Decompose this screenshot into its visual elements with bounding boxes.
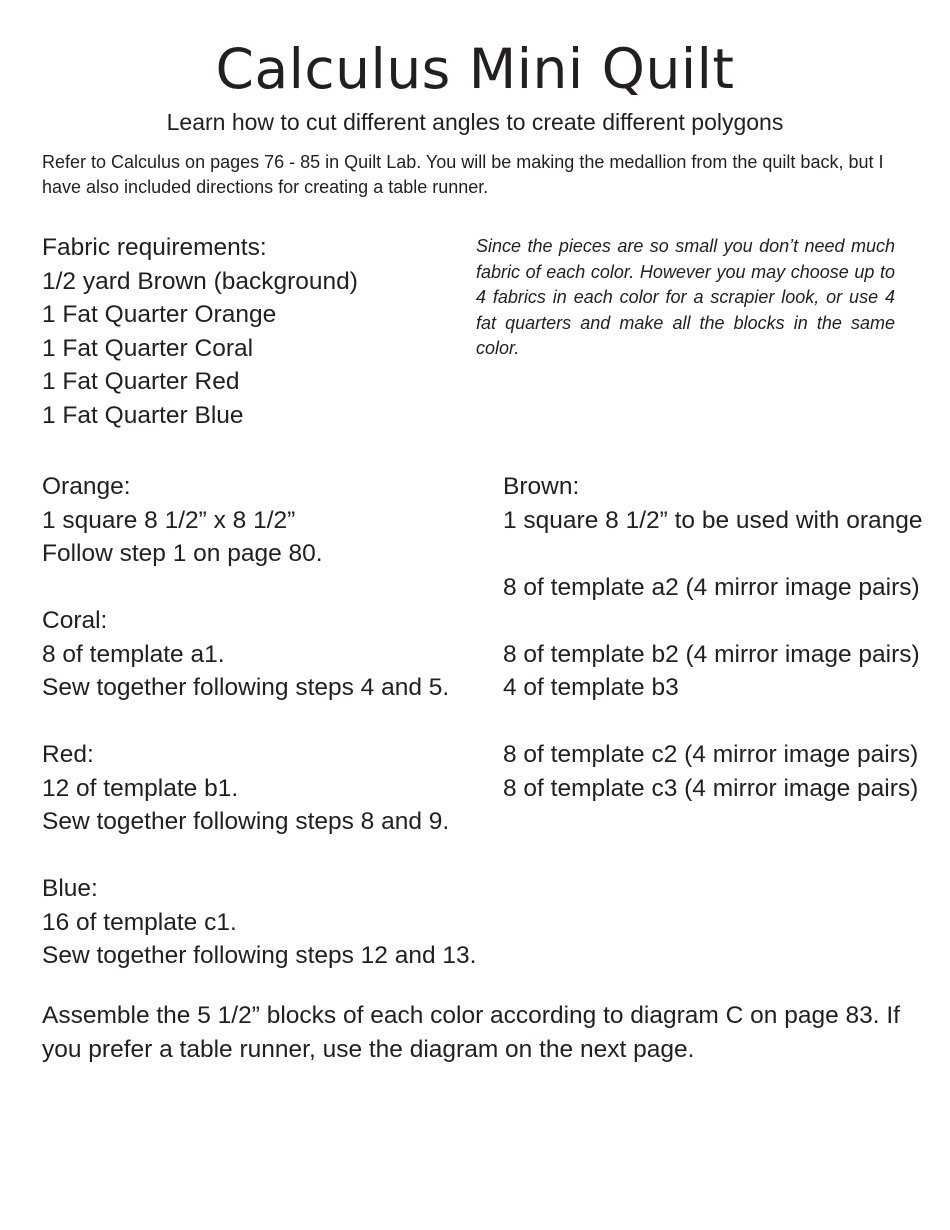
orange-line: 1 square 8 1/2” x 8 1/2”	[42, 506, 296, 534]
fabric-item: 1/2 yard Brown (background)	[42, 267, 358, 295]
brown-line: 1 square 8 1/2” to be used with orange	[503, 506, 923, 534]
brown-line: 8 of template b2 (4 mirror image pairs)	[503, 640, 920, 668]
fabric-item: 1 Fat Quarter Red	[42, 368, 240, 395]
fabric-note: Since the pieces are so small you don’t need much fabric of each color. However you may choose up to 4 fabrics in each color for a scrapier look, or use 4 fat quarters and make all the blocks in the same color.	[476, 236, 895, 358]
fabric-item: 1 Fat Quarter Orange	[42, 301, 277, 328]
brown-line: 4 of template b3	[503, 674, 679, 701]
blue-line: 16 of template c1.	[42, 908, 237, 936]
cutting-instructions-left	[42, 470, 476, 973]
page-subtitle: Learn how to cut different angles to create different polygons	[166, 109, 784, 135]
coral-line: 8 of template a1.	[42, 640, 225, 668]
fabric-requirements-heading: Fabric requirements:	[42, 234, 267, 261]
coral-heading: Coral:	[42, 607, 108, 634]
coral-line: Sew together following steps 4 and 5.	[42, 674, 450, 701]
blue-line: Sew together following steps 12 and 13.	[42, 942, 477, 969]
red-line: 12 of template b1.	[42, 774, 239, 802]
cutting-instructions-brown	[503, 470, 923, 805]
page-title: Calculus Mini Quilt	[215, 37, 735, 101]
intro-paragraph: Refer to Calculus on pages 76 - 85 in Quilt Lab. You will be making the medallion from the quilt back, but I have also included directions for creating a table runner.	[42, 152, 884, 197]
red-heading: Red:	[42, 741, 94, 768]
red-line: Sew together following steps 8 and 9.	[42, 808, 450, 835]
orange-heading: Orange:	[42, 473, 131, 500]
brown-line: 8 of template c3 (4 mirror image pairs)	[503, 774, 919, 802]
fabric-item: 1 Fat Quarter Blue	[42, 401, 244, 429]
closing-paragraph: Assemble the 5 1/2” blocks of each color according to diagram C on page 83. If you prefer a table runner, use the diagram on the next page.	[42, 1002, 900, 1063]
orange-line: Follow step 1 on page 80.	[42, 540, 323, 567]
blue-heading: Blue:	[42, 875, 98, 902]
fabric-requirements	[42, 231, 358, 432]
fabric-item: 1 Fat Quarter Coral	[42, 334, 254, 362]
brown-heading: Brown:	[503, 473, 580, 500]
brown-line: 8 of template c2 (4 mirror image pairs)	[503, 741, 919, 768]
brown-line: 8 of template a2 (4 mirror image pairs)	[503, 573, 920, 601]
